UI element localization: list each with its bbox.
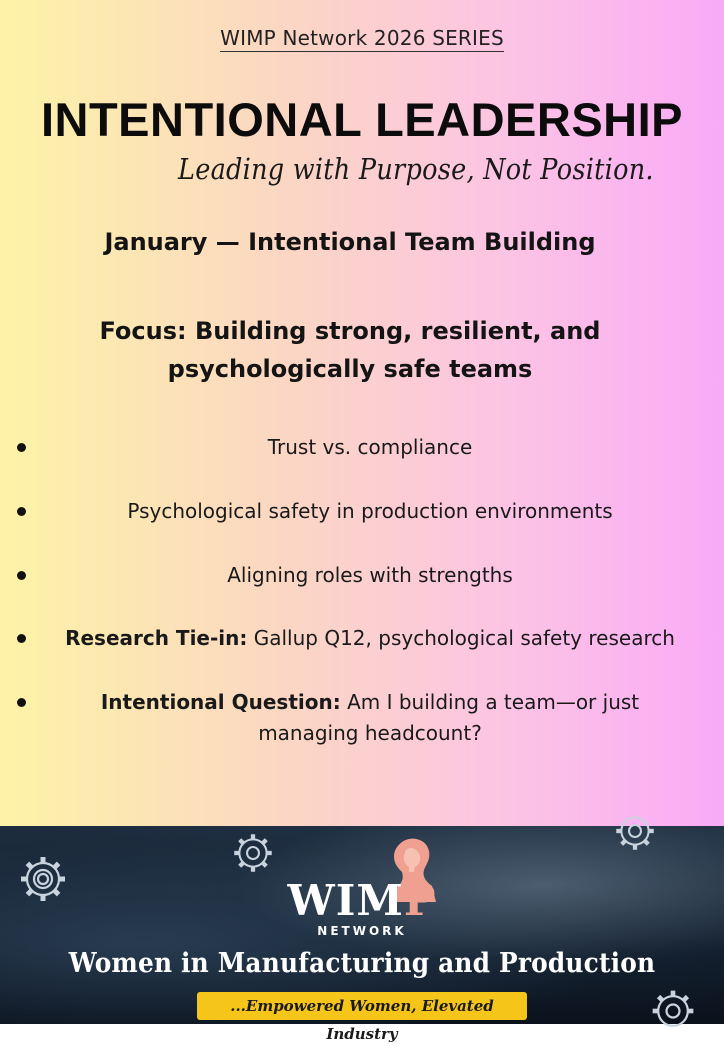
logo-subtitle: NETWORK (317, 924, 407, 938)
slogan-banner: ...Empowered Women, Elevated Industry (197, 992, 527, 1020)
wimp-logo: WIMP (287, 876, 437, 925)
bullet-icon (17, 507, 26, 516)
bullet-icon (17, 698, 26, 707)
series-label: WIMP Network 2026 SERIES (220, 26, 504, 50)
bullet-icon (17, 571, 26, 580)
tagline: Leading with Purpose, Not Position. (178, 152, 654, 186)
bullet-icon (17, 634, 26, 643)
month-heading: January — Intentional Team Building (104, 228, 596, 256)
gear-icon (230, 830, 276, 876)
org-name: Women in Manufacturing and Production (68, 948, 656, 979)
flyer-body: WIMP Network 2026 SERIES INTENTIONAL LEADERSHIP Leading with Purpose, Not Position. January — Intentional Team Building Focus: Building strong, resilient, and psychologically safe teams Trust vs. compliance Psychological safety in production environments Aligning roles with strengths Research Tie-in: Gallup Q12, psychological safety research Intentional Question: Am I building a team—or just managing headcount? (0, 0, 724, 826)
bullet-icon (17, 443, 26, 452)
page-title: INTENTIONAL LEADERSHIP (40, 93, 684, 146)
gear-icon (648, 986, 698, 1036)
gear-icon (612, 808, 658, 854)
focus-statement: Focus: Building strong, resilient, and psychologically safe teams (99, 317, 601, 383)
footer-banner (0, 826, 724, 1043)
